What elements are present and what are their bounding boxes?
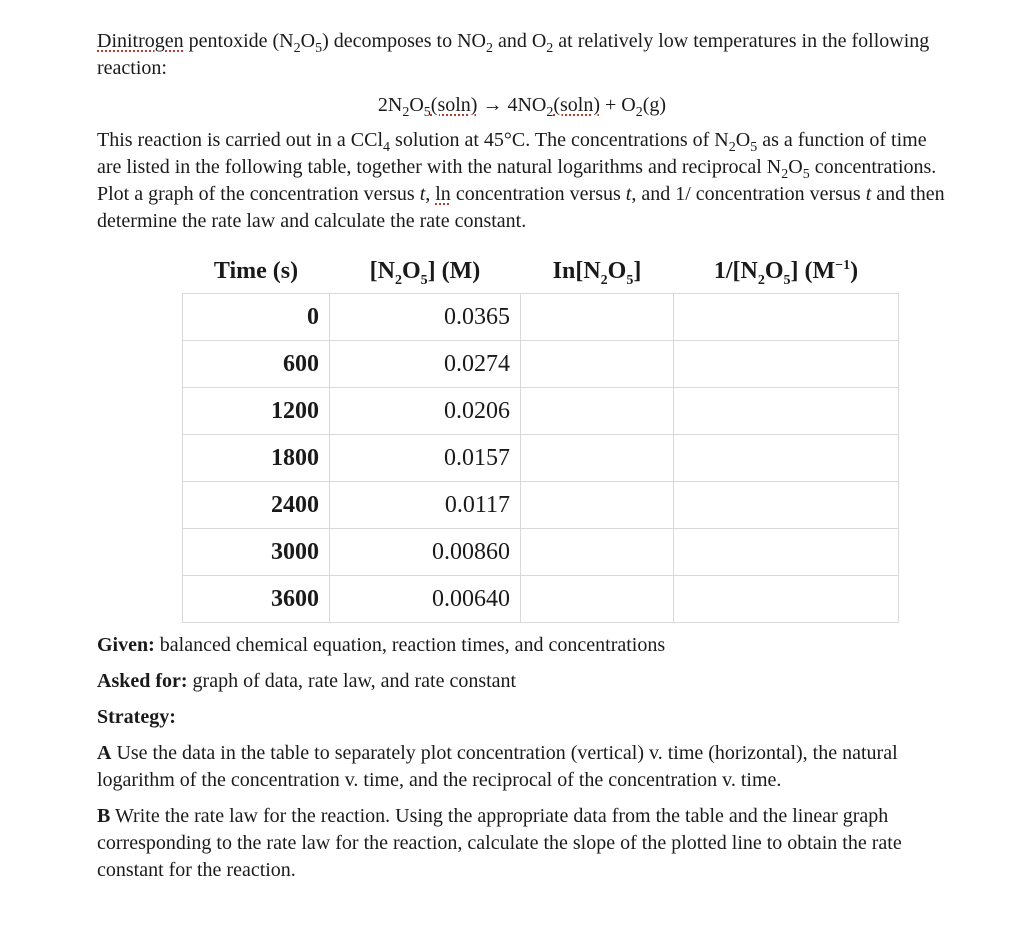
cell-reciprocal xyxy=(674,294,899,341)
cell-concentration: 0.00860 xyxy=(330,529,521,576)
table-row xyxy=(183,341,899,388)
cell-time: 1200 xyxy=(183,388,330,435)
cell-reciprocal xyxy=(674,482,899,529)
header-reciprocal-concentration: $1/[N_2O_5]$ $(M^{-1})$ xyxy=(713,258,859,288)
cell-concentration: 0.00640 xyxy=(330,576,521,623)
document-page xyxy=(97,28,947,235)
table-header-row xyxy=(183,250,899,294)
header-time: Time (s) xyxy=(213,258,299,284)
cell-ln xyxy=(521,529,674,576)
cell-time: 3600 xyxy=(183,576,330,623)
step-b-paragraph: B Write the rate law for the reaction. Using the appropriate data from the table and the linear graph corresponding to the rate law for the reaction, calculate the slope of the plotted line to obtain the rate constant for the reaction. xyxy=(97,805,902,881)
cell-time: 2400 xyxy=(183,482,330,529)
cell-ln xyxy=(521,341,674,388)
cell-reciprocal xyxy=(674,576,899,623)
cell-concentration: 0.0157 xyxy=(330,435,521,482)
table-row xyxy=(183,482,899,529)
intro-paragraph: Dinitrogen pentoxide $(N_2O_5)$ decomposes to $NO_2$ and $O_2$ at relatively low temperatures in the following reaction: xyxy=(97,30,930,79)
strategy-heading: Strategy: xyxy=(97,706,176,728)
cell-time: 3000 xyxy=(183,529,330,576)
table-row xyxy=(183,435,899,482)
cell-ln xyxy=(521,576,674,623)
chemical-equation: $2N_2O_5(soln) \to 4NO_2(soln) + O_2(g)$ xyxy=(377,94,667,120)
cell-reciprocal xyxy=(674,435,899,482)
cell-concentration: 0.0206 xyxy=(330,388,521,435)
cell-reciprocal xyxy=(674,529,899,576)
data-table-wrapper xyxy=(182,250,899,623)
table-row xyxy=(183,294,899,341)
table-row xyxy=(183,529,899,576)
cell-concentration: 0.0274 xyxy=(330,341,521,388)
flagged-word: Dinitrogen xyxy=(97,30,184,52)
asked-line: Asked for: graph of data, rate law, and rate constant xyxy=(97,670,517,692)
strategy-section xyxy=(97,632,947,893)
description-paragraph: This reaction is carried out in a CCl$_4$ solution at 45°C. The concentrations of $N_2O_5$ as a function of time are listed in the following table, together with the natural logarithms and reciprocal $N_2O_5$ concentrations. Plot a graph of the concentration versus t, ln concentration versus t, and 1/ concentration versus t and then determine the rate law and calculate the rate constant. xyxy=(97,129,945,232)
cell-concentration: 0.0117 xyxy=(330,482,521,529)
cell-ln xyxy=(521,388,674,435)
table-row xyxy=(183,576,899,623)
header-concentration: $[N_2O_5]$ (M) xyxy=(369,258,481,288)
cell-ln xyxy=(521,435,674,482)
given-line: Given: balanced chemical equation, reaction times, and concentrations xyxy=(97,634,666,656)
cell-time: 1800 xyxy=(183,435,330,482)
cell-reciprocal xyxy=(674,341,899,388)
cell-time: 600 xyxy=(183,341,330,388)
cell-ln xyxy=(521,482,674,529)
cell-ln xyxy=(521,294,674,341)
cell-concentration: 0.0365 xyxy=(330,294,521,341)
step-a-paragraph: A Use the data in the table to separately plot concentration (vertical) v. time (horizontal), the natural logarithm of the concentration v. time, and the reciprocal of the concentration v. time. xyxy=(97,742,898,791)
concentration-table xyxy=(182,250,899,623)
cell-reciprocal xyxy=(674,388,899,435)
header-ln-concentration: $In[N_2O_5]$ xyxy=(552,258,642,288)
cell-time: 0 xyxy=(183,294,330,341)
table-row xyxy=(183,388,899,435)
